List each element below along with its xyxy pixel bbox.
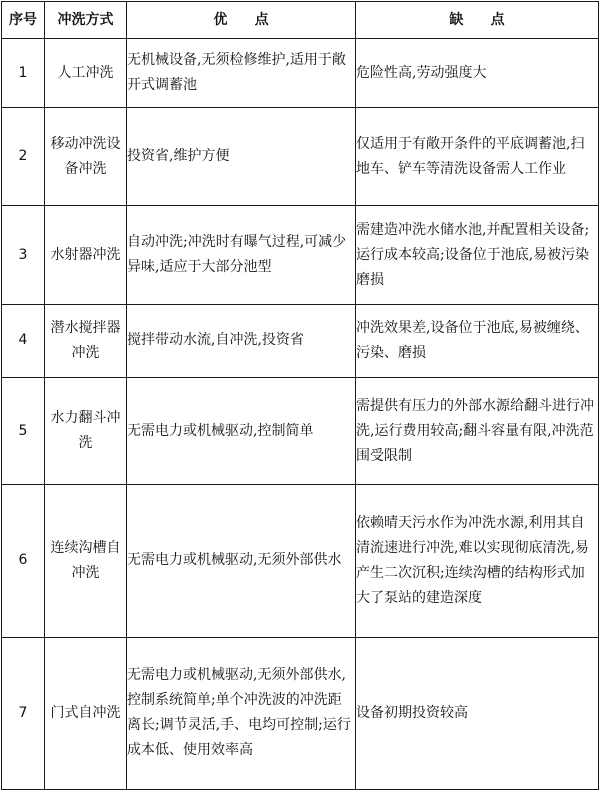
cons-cell: 冲洗效果差,设备位于池底,易被缠绕、污染、磨损 <box>356 304 599 377</box>
cons-cell: 仅适用于有敞开条件的平底调蓄池,扫地车、铲车等清洗设备需人工作业 <box>356 108 599 206</box>
flush-method: 水射器冲洗 <box>45 206 127 304</box>
pros-cell: 投资省,维护方便 <box>127 108 356 206</box>
pros-cell: 无机械设备,无须检修维护,适用于敞开式调蓄池 <box>127 39 356 108</box>
table-row <box>2 39 599 108</box>
flush-method: 人工冲洗 <box>45 39 127 108</box>
pros-cell: 搅拌带动水流,自冲洗,投资省 <box>127 304 356 377</box>
table-row <box>2 485 599 637</box>
table-row <box>2 637 599 789</box>
cons-cell: 依赖晴天污水作为冲洗水源,利用其自清流速进行冲洗,难以实现彻底清洗,易产生二次沉积;连续沟槽的结构形式加大了泵站的建造深度 <box>356 485 599 637</box>
cons-cell: 需建造冲洗水储水池,并配置相关设备;运行成本较高;设备位于池底,易被污染磨损 <box>356 206 599 304</box>
row-number: 5 <box>2 377 45 484</box>
pros-cell: 无需电力或机械驱动,控制简单 <box>127 377 356 484</box>
cons-cell: 危险性高,劳动强度大 <box>356 39 599 108</box>
header-row <box>2 2 599 39</box>
table-row <box>2 108 599 206</box>
flush-method: 连续沟槽自冲洗 <box>45 485 127 637</box>
flush-method: 潜水搅拌器冲洗 <box>45 304 127 377</box>
comparison-table <box>1 1 599 790</box>
pros-cell: 无需电力或机械驱动,无须外部供水 <box>127 485 356 637</box>
pros-cell: 自动冲洗;冲洗时有曝气过程,可减少异味,适应于大部分池型 <box>127 206 356 304</box>
table-row <box>2 377 599 484</box>
flush-method: 门式自冲洗 <box>45 637 127 789</box>
table-row <box>2 304 599 377</box>
row-number: 3 <box>2 206 45 304</box>
row-number: 2 <box>2 108 45 206</box>
cons-cell: 需提供有压力的外部水源给翻斗进行冲洗,运行费用较高;翻斗容量有限,冲洗范围受限制 <box>356 377 599 484</box>
row-number: 6 <box>2 485 45 637</box>
flush-method: 水力翻斗冲洗 <box>45 377 127 484</box>
row-number: 7 <box>2 637 45 789</box>
header-no: 序号 <box>2 2 45 39</box>
header-cons: 缺 点 <box>356 2 599 39</box>
cons-cell: 设备初期投资较高 <box>356 637 599 789</box>
header-pros: 优 点 <box>127 2 356 39</box>
header-method: 冲洗方式 <box>45 2 127 39</box>
row-number: 1 <box>2 39 45 108</box>
flush-method: 移动冲洗设备冲洗 <box>45 108 127 206</box>
row-number: 4 <box>2 304 45 377</box>
table-row <box>2 206 599 304</box>
pros-cell: 无需电力或机械驱动,无须外部供水,控制系统简单;单个冲洗波的冲洗距离长;调节灵活,手、电均可控制;运行成本低、使用效率高 <box>127 637 356 789</box>
